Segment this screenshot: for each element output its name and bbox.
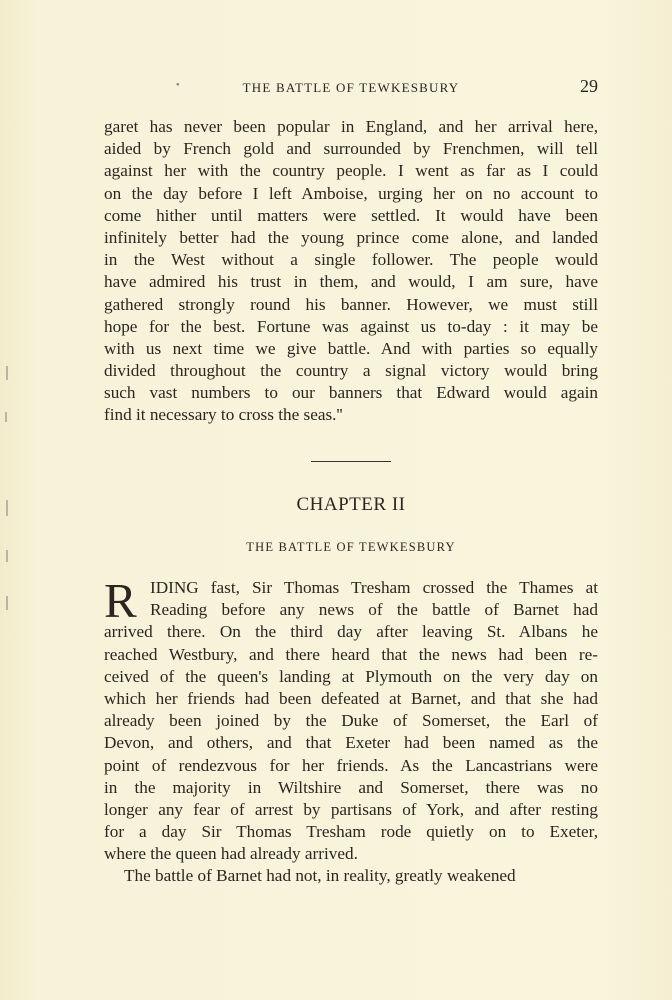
scan-mark: [6, 550, 8, 562]
scan-mark: [5, 412, 7, 422]
text-line: Reading before any news of the battle of Barnet had: [150, 600, 598, 620]
text-line: arrived there. On the third day after leaving St. Albans he: [104, 622, 598, 642]
page-number: 29: [580, 76, 598, 96]
chapter-paragraph: [104, 573, 598, 888]
chapter-subtitle: THE BATTLE OF TEWKESBURY: [246, 540, 456, 554]
text-line: for a day Sir Thomas Tresham rode quietly on to Exeter,: [104, 822, 598, 842]
text-line: on the day before I left Amboise, urging her on no account to: [104, 183, 598, 203]
text-line: such vast numbers to our banners that Edward would again: [104, 383, 598, 403]
text-line: gathered strongly round his banner. However, we must still: [104, 294, 598, 314]
scan-mark: [6, 366, 8, 380]
text-line: have admired his trust in them, and would, I am sure, have: [104, 272, 598, 292]
text-line: aided by French gold and surrounded by Frenchmen, will tell: [104, 139, 598, 159]
text-line: where the queen had already arrived.: [104, 844, 358, 864]
scan-mark: [6, 500, 8, 516]
text-line: ceived of the queen's landing at Plymouth on the very day on: [104, 666, 598, 686]
text-line: IDING fast, Sir Thomas Tresham crossed the Thames at: [150, 578, 598, 597]
text-line: in the majority in Wiltshire and Somerset, there was no: [104, 777, 598, 797]
text-line: find it necessary to cross the seas.'': [104, 405, 343, 425]
text-line: longer any fear of arrest by partisans of York, and after resting: [104, 799, 598, 819]
text-line: point of rendezvous for her friends. As the Lancastrians were: [104, 755, 598, 775]
chapter-title: CHAPTER II: [296, 494, 406, 515]
text-line: come hither until matters were settled. It would have been: [104, 205, 598, 225]
running-title: THE BATTLE OF TEWKESBURY: [242, 80, 460, 95]
text-line: garet has never been popular in England, and her arrival here,: [104, 117, 598, 136]
text-line: divided throughout the country a signal victory would bring: [104, 361, 598, 381]
text-line: which her friends had been defeated at Barnet, and that she had: [104, 688, 598, 708]
text-line: with us next time we give battle. And with parties so equally: [104, 338, 598, 358]
text-line: The battle of Barnet had not, in reality, greatly weakened: [124, 866, 516, 886]
scan-mark: [6, 596, 8, 610]
text-line: infinitely better had the young prince come alone, and landed: [104, 227, 598, 247]
text-line: Devon, and others, and that Exeter had been named as the: [104, 733, 598, 753]
drop-cap: R: [104, 573, 137, 628]
text-line: already been joined by the Duke of Somerset, the Earl of: [104, 711, 598, 731]
text-line: in the West without a single follower. The people would: [104, 250, 598, 270]
text-line: reached Westbury, and there heard that the news had been re-: [104, 644, 598, 664]
section-divider: [311, 461, 391, 462]
header-bullet: •: [176, 80, 180, 91]
text-line: against her with the country people. I went as far as I could: [104, 161, 598, 181]
text-line: hope for the best. Fortune was against us to-day : it may be: [104, 316, 598, 336]
running-head: [104, 78, 598, 100]
paragraph-continued: [104, 116, 598, 427]
